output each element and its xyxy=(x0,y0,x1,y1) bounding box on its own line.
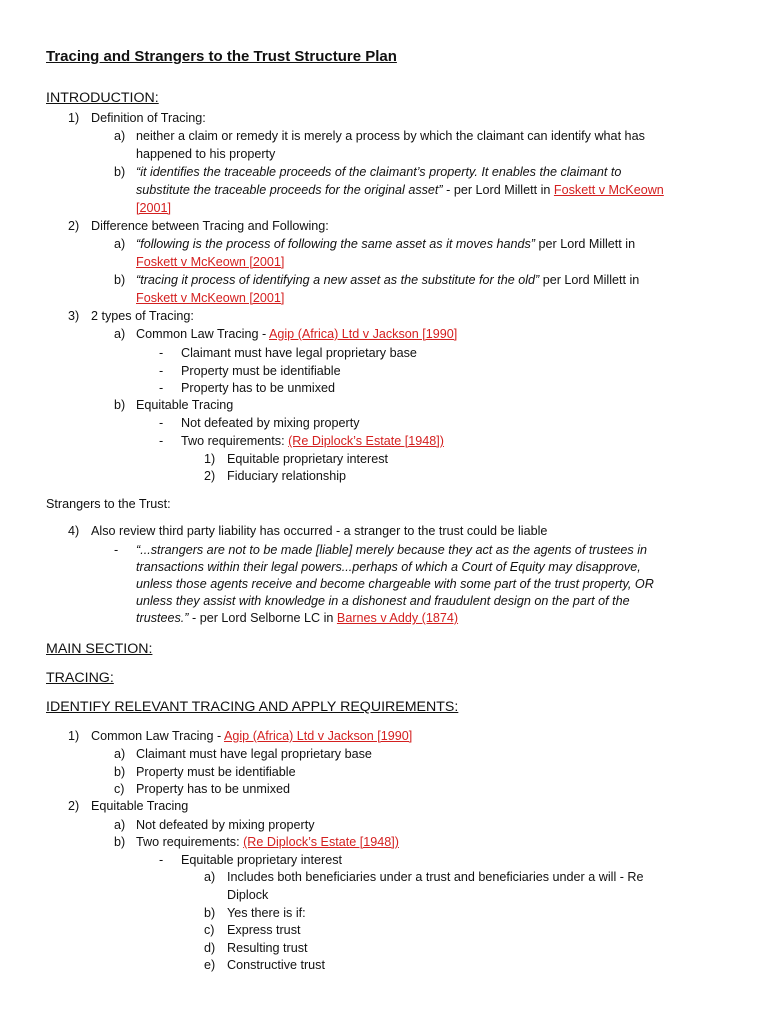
list-item-text: Claimant must have legal proprietary base xyxy=(136,747,372,761)
dash-bullet: - xyxy=(159,416,164,430)
list-item-text: Common Law Tracing - xyxy=(91,729,224,743)
case-link[interactable]: Agip (Africa) Ltd v Jackson [1990] xyxy=(223,729,413,743)
list-item-text: Yes there is if: xyxy=(227,906,306,920)
list-item-text: Property has to be unmixed xyxy=(136,782,291,796)
list-item-text: Fiduciary relationship xyxy=(227,469,346,483)
list-letter: b) xyxy=(114,398,126,412)
case-link[interactable]: Foskett v McKeown xyxy=(553,183,664,197)
list-item-line xyxy=(136,834,399,851)
bullet-text: Property has to be unmixed xyxy=(181,381,336,395)
list-item-text: 2 types of Tracing: xyxy=(91,309,194,323)
list-item-text: happened to his property xyxy=(136,147,276,161)
list-letter: e) xyxy=(204,958,216,972)
attribution-text: - per Lord Millett in xyxy=(442,183,554,197)
list-item-text: Common Law Tracing - xyxy=(136,327,269,341)
list-item-text: Equitable Tracing xyxy=(136,398,234,412)
list-item-text: Two requirements: xyxy=(136,835,244,849)
list-number: 4) xyxy=(68,524,80,538)
case-link[interactable]: Barnes v Addy (1874) xyxy=(336,611,459,625)
list-item-text: Definition of Tracing: xyxy=(91,111,206,125)
list-item-text: Includes both beneficiaries under a trust and beneficiaries under a will - Re xyxy=(227,870,644,884)
list-item-text: Not defeated by mixing property xyxy=(136,818,315,832)
quote-text: transactions within their legal powers...perhaps of which a Court of Equity may disapprove, xyxy=(136,560,641,574)
quote-line xyxy=(136,236,635,253)
list-item-text: Difference between Tracing and Following: xyxy=(91,219,329,233)
list-item-text: Property must be identifiable xyxy=(136,765,296,779)
list-letter: b) xyxy=(114,765,126,779)
list-letter: a) xyxy=(204,870,216,884)
quote-text: “following is the process of following the same asset as it moves hands” xyxy=(136,237,535,251)
strangers-heading: Strangers to the Trust: xyxy=(46,497,171,511)
list-item-text: Diplock xyxy=(227,888,269,902)
list-number: 1) xyxy=(68,729,80,743)
list-item-text: Express trust xyxy=(227,923,301,937)
list-item-text: Constructive trust xyxy=(227,958,325,972)
dash-bullet: - xyxy=(159,381,164,395)
list-item-text: Also review third party liability has occurred - a stranger to the trust could be liable xyxy=(91,524,548,538)
list-item-text: neither a claim or remedy it is merely a process by which the claimant can identify what has xyxy=(136,129,645,143)
case-link[interactable]: (Re Diplock’s Estate [1948]) xyxy=(243,835,399,849)
main-section-heading: MAIN SECTION: xyxy=(46,641,153,657)
list-letter: a) xyxy=(114,129,126,143)
dash-bullet: - xyxy=(114,543,119,557)
list-number: 3) xyxy=(68,309,80,323)
list-letter: b) xyxy=(114,273,126,287)
document-title: Tracing and Strangers to the Trust Structure Plan xyxy=(46,48,397,65)
list-letter: a) xyxy=(114,237,126,251)
list-item-text: Equitable Tracing xyxy=(91,799,189,813)
attribution-text: - per Lord Selborne LC in xyxy=(188,611,337,625)
bullet-text: Claimant must have legal proprietary base xyxy=(181,346,417,360)
quote-text: trustees.” xyxy=(136,611,189,625)
list-item-text: Resulting trust xyxy=(227,941,308,955)
quote-text: unless they assist with knowledge in a dishonest and fraudulent design on the part of the xyxy=(136,594,630,608)
list-letter: a) xyxy=(114,747,126,761)
list-number: 2) xyxy=(204,469,216,483)
quote-line xyxy=(136,182,664,199)
dash-bullet: - xyxy=(159,346,164,360)
list-number: 1) xyxy=(68,111,80,125)
list-letter: a) xyxy=(114,818,126,832)
tracing-heading: TRACING: xyxy=(46,670,114,686)
list-letter: b) xyxy=(114,835,126,849)
quote-text: substitute the traceable proceeds for the original asset” xyxy=(136,183,443,197)
dash-bullet: - xyxy=(159,853,164,867)
quote-text: “it identifies the traceable proceeds of the claimant’s property. It enables the claimant to xyxy=(136,165,622,179)
bullet-text: Two requirements: xyxy=(181,434,289,448)
list-letter: b) xyxy=(114,165,126,179)
quote-text: “...strangers are not to be made [liable] merely because they act as the agents of trustees in xyxy=(136,543,648,557)
case-link[interactable]: Foskett v McKeown [2001] xyxy=(136,255,285,269)
list-number: 1) xyxy=(204,452,216,466)
list-item-line xyxy=(136,326,457,343)
list-letter: d) xyxy=(204,941,216,955)
bullet-line xyxy=(181,433,444,450)
quote-text: unless those agents receive and become chargeable with some part of the trust property, OR xyxy=(136,577,654,591)
quote-text: “tracing it process of identifying a new asset as the substitute for the old” xyxy=(136,273,540,287)
dash-bullet: - xyxy=(159,434,164,448)
bullet-text: Property must be identifiable xyxy=(181,364,341,378)
dash-bullet: - xyxy=(159,364,164,378)
case-link[interactable]: (Re Diplock’s Estate [1948]) xyxy=(288,434,444,448)
quote-line xyxy=(136,610,458,627)
list-letter: a) xyxy=(114,327,126,341)
quote-line xyxy=(136,272,639,289)
list-letter: c) xyxy=(114,782,125,796)
intro-heading: INTRODUCTION: xyxy=(46,90,159,106)
list-item-text: Equitable proprietary interest xyxy=(227,452,389,466)
case-link[interactable]: [2001] xyxy=(136,201,172,215)
list-letter: c) xyxy=(204,923,215,937)
bullet-text: Not defeated by mixing property xyxy=(181,416,360,430)
list-letter: b) xyxy=(204,906,216,920)
identify-heading: IDENTIFY RELEVANT TRACING AND APPLY REQUIREMENTS: xyxy=(46,699,459,715)
attribution-text: per Lord Millett in xyxy=(535,237,636,251)
list-item-line xyxy=(91,728,412,745)
case-link[interactable]: Foskett v McKeown [2001] xyxy=(136,291,285,305)
list-number: 2) xyxy=(68,219,80,233)
attribution-text: per Lord Millett in xyxy=(539,273,640,287)
bullet-text: Equitable proprietary interest xyxy=(181,853,343,867)
list-number: 2) xyxy=(68,799,80,813)
case-link[interactable]: Agip (Africa) Ltd v Jackson [1990] xyxy=(268,327,458,341)
